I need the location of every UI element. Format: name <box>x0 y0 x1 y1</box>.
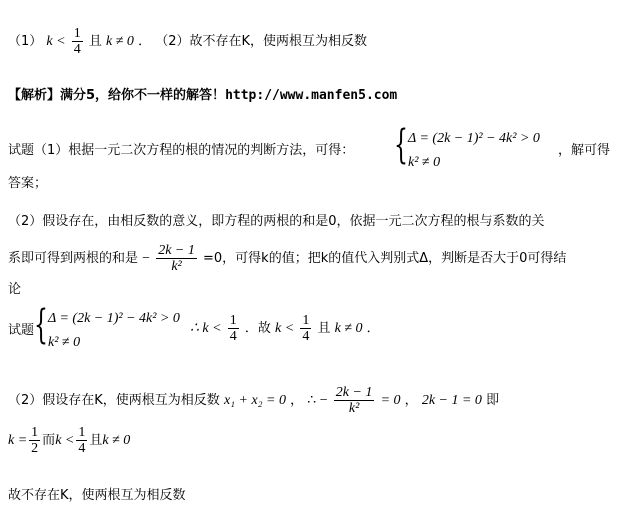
linear-equation: 2k − 1 = 0 <box>421 393 482 408</box>
solution2-and: 且 <box>89 433 103 448</box>
solution1-result <box>190 312 380 346</box>
hint1-text <box>8 143 354 159</box>
fraction-numerator: 1 <box>31 425 39 440</box>
fraction-denominator: 4 <box>78 441 86 456</box>
system-line-2: k² ≠ 0 <box>48 335 81 350</box>
solution2-assumption: （2）假设存在K，使两根互为相反数 <box>8 393 220 408</box>
system-line-1: Δ = (2k − 1)² − 4k² > 0 <box>408 131 540 146</box>
fraction-denominator: 4 <box>229 329 237 344</box>
hint1-answer-text: 答案； <box>8 176 48 191</box>
separator: ， <box>404 393 418 408</box>
fraction-denominator: k² <box>334 400 375 416</box>
fraction-numerator: 2k − 1 <box>335 385 373 400</box>
hint1-system <box>394 122 564 173</box>
system-line-2: k² ≠ 0 <box>408 155 441 170</box>
solution1-and: 且 <box>317 321 331 336</box>
fraction-denominator: k² <box>156 258 197 274</box>
left-brace: { <box>34 302 48 348</box>
conclusion-text: 故不存在K，使两根互为相反数 <box>8 488 186 503</box>
answer-part1-fraction <box>72 26 83 57</box>
root-sum-equation: x₁ + x₂ = 0 <box>223 393 286 408</box>
hint1-tail-text: ，解可得 <box>558 143 611 158</box>
hint2-conclusion-word: 论 <box>8 282 22 297</box>
k-inequality: k < <box>55 433 75 448</box>
solution2-but: 而 <box>42 433 56 448</box>
analysis-tag: 【解析】 <box>8 88 61 103</box>
minus-sign: − <box>142 251 151 266</box>
solution1-label <box>8 323 34 339</box>
analysis-url: http://www.manfen5.com <box>225 88 398 103</box>
solution2-line2 <box>8 424 130 458</box>
fraction-denominator: 2 <box>31 441 39 456</box>
system-line-1: Δ = (2k − 1)² − 4k² > 0 <box>48 311 180 326</box>
fraction-numerator: 1 <box>78 425 86 440</box>
analysis-slogan: 满分5，给你不一样的解答！ <box>60 88 226 103</box>
solution1-fraction-2 <box>300 313 311 344</box>
fraction-denominator: 4 <box>302 329 310 344</box>
answer-part2-text: 故不存在K，使两根互为相反数 <box>189 34 368 49</box>
solution2-namely: 即 <box>486 393 500 408</box>
solution1-condition: k ≠ 0 <box>334 321 363 336</box>
hint2-method-text: =0，可得k的值；把k的值代入判别式Δ，判断是否大于0可得结 <box>203 251 567 266</box>
answer-part1-end: ． <box>138 34 152 49</box>
hint2-line2 <box>8 242 566 276</box>
conclusion-line <box>8 488 186 504</box>
hint2-fraction <box>156 243 197 274</box>
solution-label: 试题 <box>8 323 35 338</box>
fraction-numerator: 2k − 1 <box>158 243 195 258</box>
equals-zero: = 0 <box>380 393 401 408</box>
hint2-sum-text: 系即可得到两根的和是 <box>8 251 139 266</box>
solution1-fraction <box>228 313 239 344</box>
answer-part1-inequality: k < <box>46 34 66 49</box>
k-fraction <box>29 425 40 456</box>
answer-part1-label: （1） <box>8 34 43 49</box>
fraction-numerator: 1 <box>229 313 237 328</box>
answer-part1-and: 且 <box>88 34 102 49</box>
solution2-line1 <box>8 384 499 418</box>
left-brace: { <box>394 122 408 168</box>
solution1-system <box>34 302 204 353</box>
hint2-line3 <box>8 282 21 298</box>
k-value: k = <box>8 433 28 448</box>
therefore-minus: ∴ − <box>307 393 328 408</box>
solution1-end: ． <box>366 321 380 336</box>
solution1-inequality: k < <box>275 321 295 336</box>
solution2-fraction <box>334 385 375 416</box>
answer-part2-label: （2） <box>155 34 190 49</box>
fraction-denominator: 4 <box>73 42 81 57</box>
separator: ， <box>290 393 304 408</box>
hint1-line2 <box>8 176 47 192</box>
fraction-numerator: 1 <box>73 26 81 41</box>
analysis-header <box>8 88 397 104</box>
hint2-sentence: （2）假设存在，由相反数的意义，即方程的两根的和是0，依据一元二次方程的根与系数的关 <box>8 214 545 229</box>
hint2-line1 <box>8 214 545 230</box>
answer-line <box>8 26 367 57</box>
answer-part1-condition: k ≠ 0 <box>106 34 134 49</box>
solution1-so: ．故 <box>244 321 271 336</box>
k-bound-fraction <box>76 425 87 456</box>
therefore-statement: ∴ k < <box>190 321 222 336</box>
fraction-numerator: 1 <box>302 313 310 328</box>
k-nonzero: k ≠ 0 <box>102 433 131 448</box>
hint1-sentence: 试题（1）根据一元二次方程的根的情况的判断方法，可得： <box>8 143 355 158</box>
hint1-tail <box>558 143 610 159</box>
